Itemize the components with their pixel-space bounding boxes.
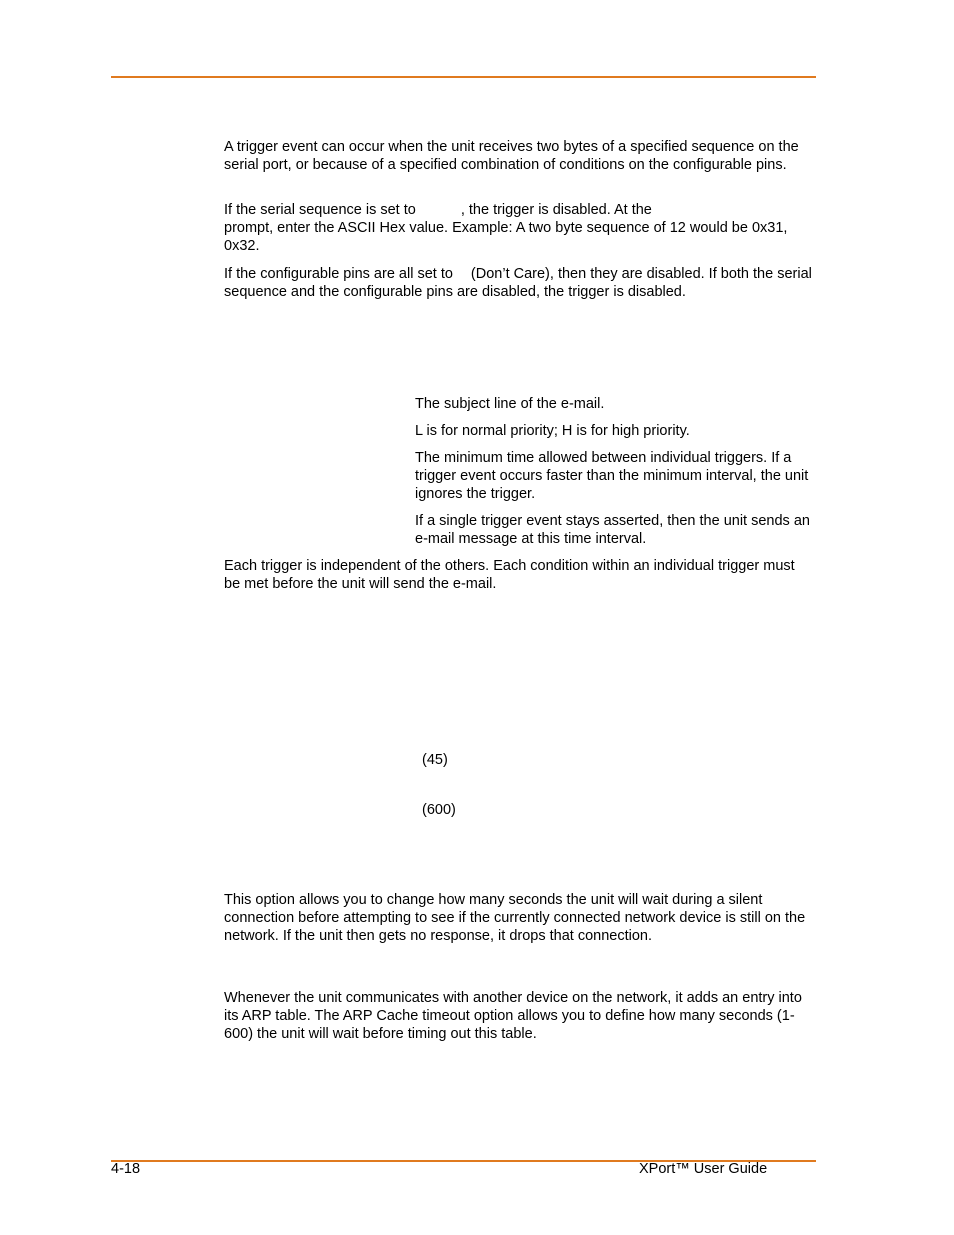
serial-sequence-text-a: If the serial sequence is set to — [224, 202, 416, 218]
min-interval-field-description: The minimum time allowed between individual triggers. If a trigger event occurs faster than the minimum interval, the unit ignores the trigger. — [415, 450, 809, 502]
reannounce-interval-field-description: If a single trigger event stays asserted, then the unit sends an e-mail message at this time interval. — [415, 513, 810, 547]
serial-sequence-text-b: , the trigger is disabled. At the — [460, 202, 652, 218]
trigger-intro-paragraph: A trigger event can occur when the unit receives two bytes of a specified sequence on the serial port, or because of a specified combination of conditions on the configurable pins. — [224, 139, 799, 173]
tcp-keepalive-description: This option allows you to change how many seconds the unit will wait during a silent connection before attempting to see if the currently connected network device is still on the network. If the unit then gets no response, it drops that connection. — [224, 892, 806, 944]
header-rule — [111, 76, 816, 78]
arp-cache-description: Whenever the unit communicates with another device on the network, it adds an entry into its ARP table. The ARP Cache timeout option allows you to define how many seconds (1-600) the unit will wait before timing out this table. — [224, 990, 802, 1042]
trigger-independence-paragraph: Each trigger is independent of the others. Each condition within an individual trigger must be met before the unit will send the e-mail. — [224, 558, 795, 592]
arp-cache-default-value: (600) — [422, 802, 456, 818]
serial-sequence-paragraph — [224, 201, 814, 255]
guide-title: XPort™ User Guide — [639, 1161, 768, 1177]
message-field-description: The subject line of the e-mail. — [415, 396, 605, 412]
configurable-pins-text-a: If the configurable pins are all set to — [224, 266, 453, 282]
configurable-pins-paragraph — [224, 265, 814, 301]
configurable-pins-text-b: (Don’t Care), then they are disabled. If both the serial sequence and the configurable pins are disabled, the trigger is disabled. — [224, 266, 812, 300]
page-number: 4-18 — [111, 1161, 141, 1177]
serial-sequence-text-c: prompt, enter the ASCII Hex value. Example: A two byte sequence of 12 would be 0x31, 0x32. — [224, 220, 788, 254]
priority-field-description: L is for normal priority; H is for high priority. — [415, 423, 690, 439]
tcp-keepalive-default-value: (45) — [422, 752, 448, 768]
